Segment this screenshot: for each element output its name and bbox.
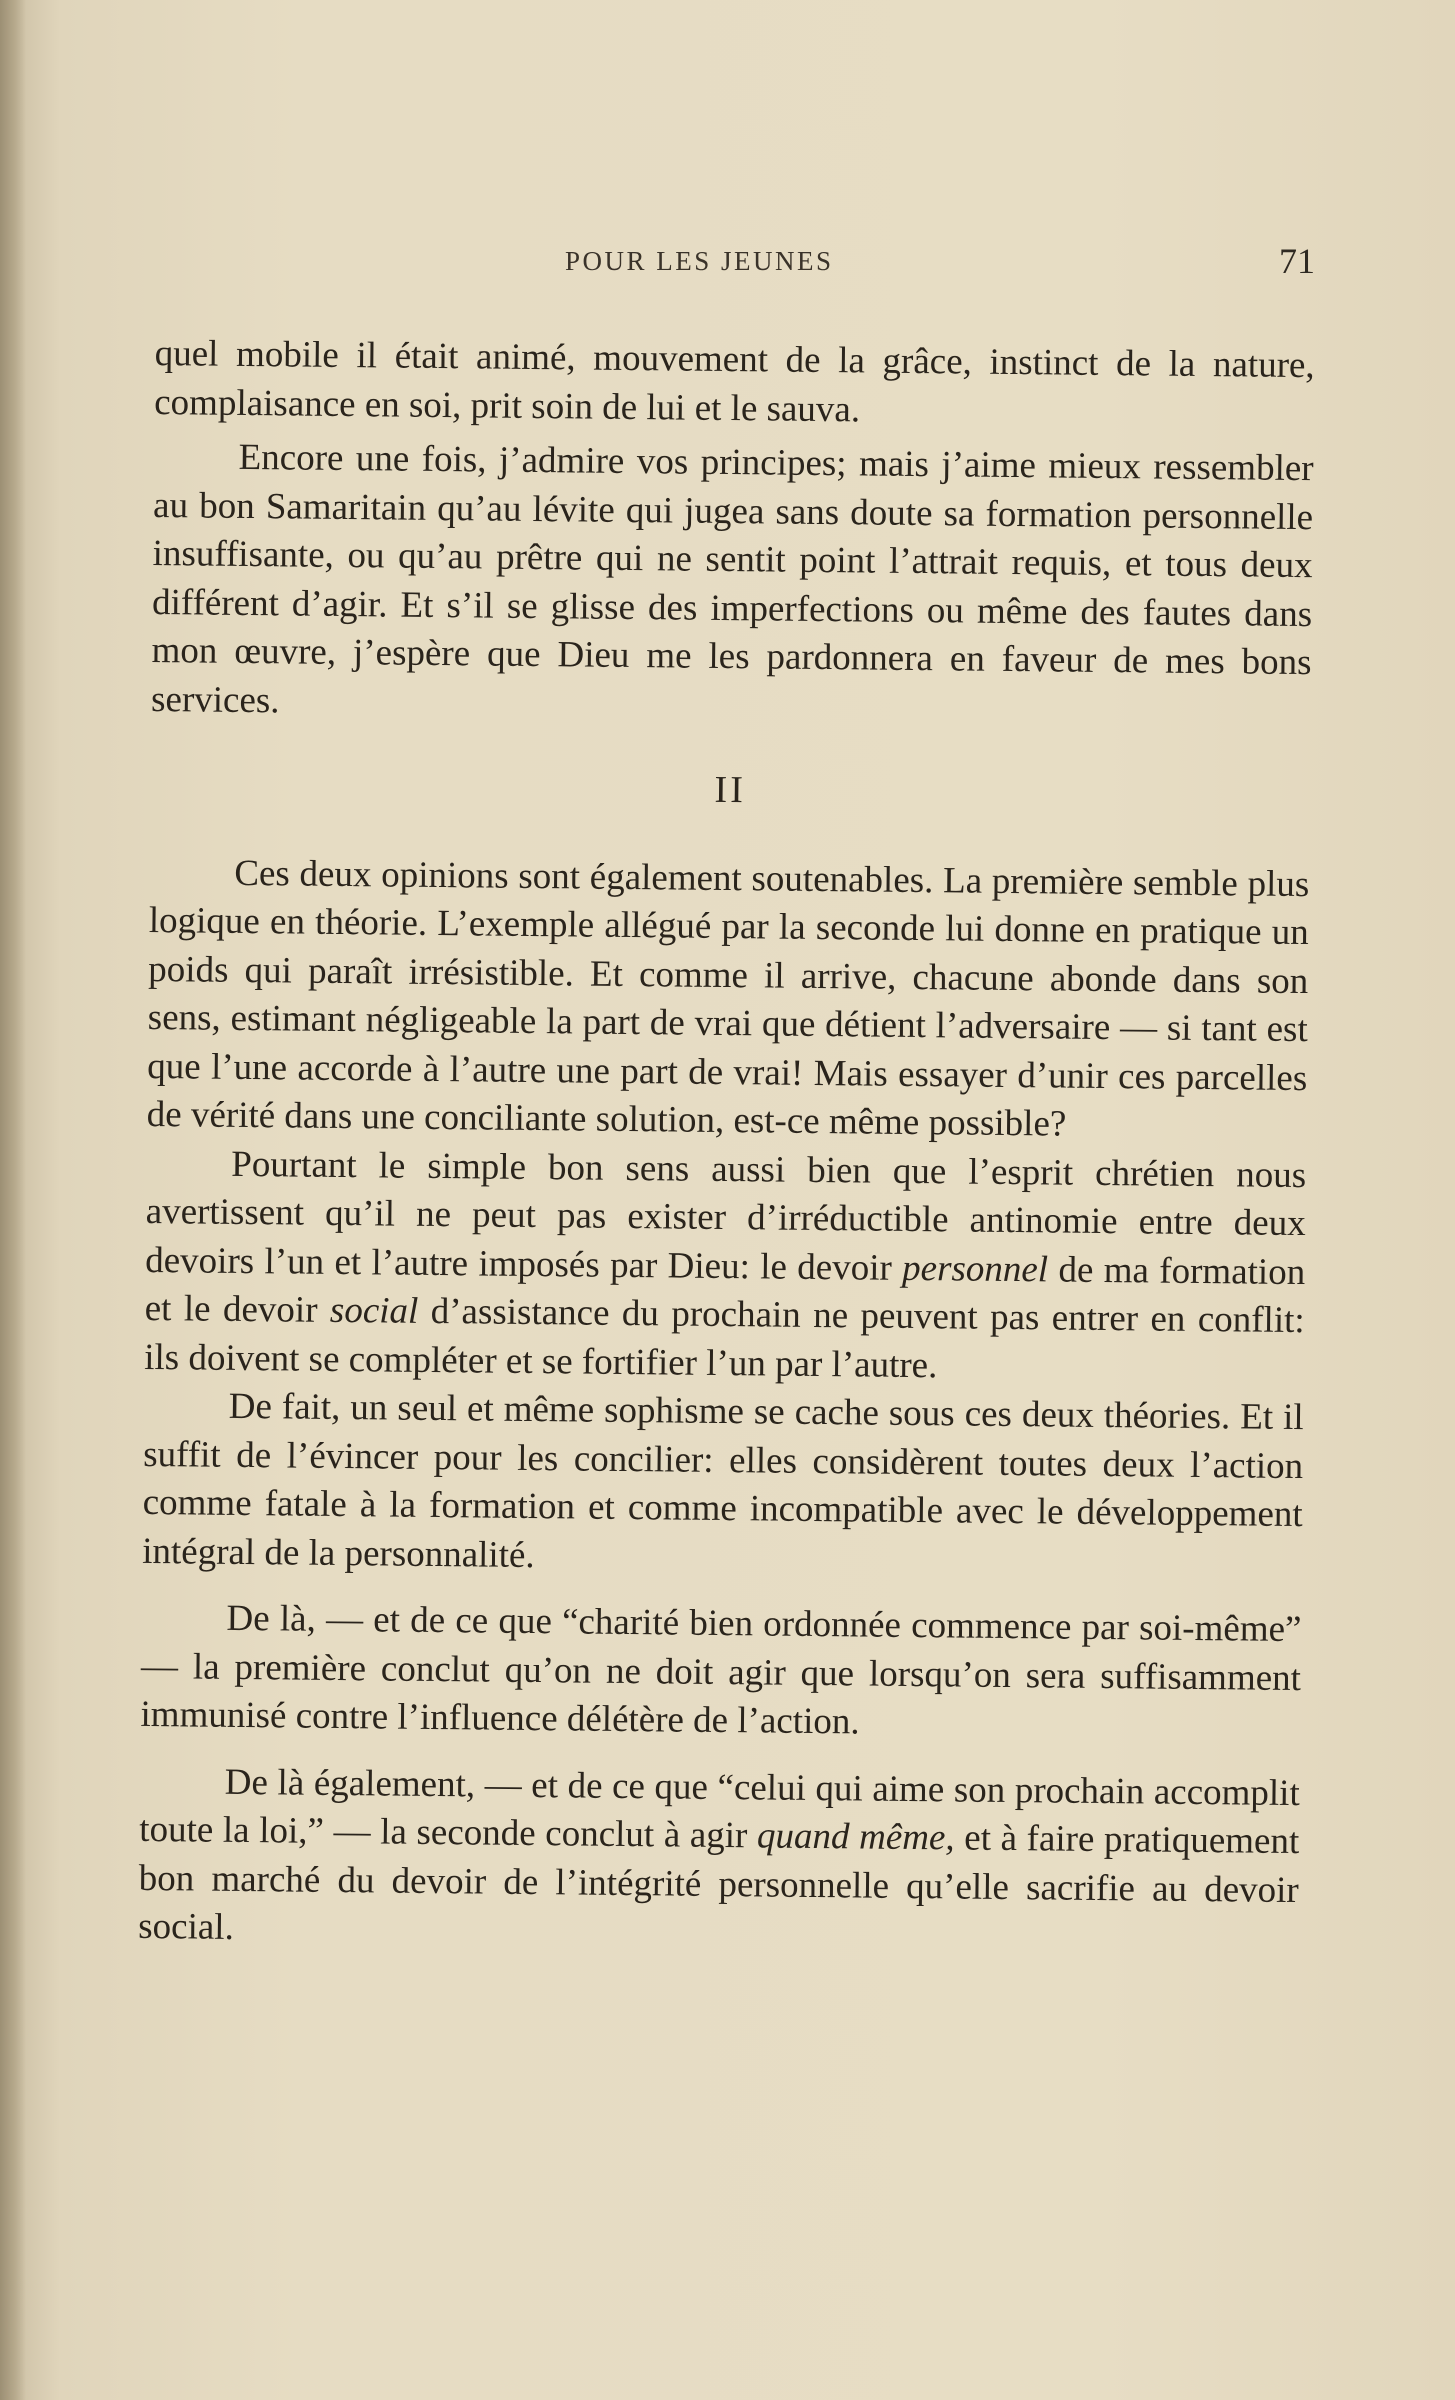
paragraph-text: et à faire pratiquement bon marché du devoir de l’intégrité personnelle qu’elle sacrifie au devoir social. (138, 1817, 1300, 1948)
emphasis-text: social (329, 1289, 419, 1332)
paragraph-text: d’assistance du prochain ne peuvent pas entrer en conflit: ils doivent se compléter et se fortifier l’un par l’autre. (144, 1290, 1305, 1386)
book-spine-shadow (0, 0, 26, 2400)
emphasis-text: personnel (901, 1247, 1049, 1290)
section-heading: II (714, 768, 747, 812)
page-number: 71 (1279, 241, 1315, 281)
paragraph: Encore une fois, j’admire vos principes; mais j’aime mieux ressembler au bon Samaritain qu’au lévite qui jugea sans doute sa formation personnelle insuffisante, ou qu’au prêtre qui ne sentit point l’attrait requis, et tous deux différent d’agir. Et s’il se glisse des imperfections ou même des fautes dans mon œuvre, j’espère que Dieu me les pardonnera en faveur de mes bons services. (150, 436, 1314, 721)
page-header (160, 240, 1315, 290)
running-title: POUR LES JEUNES (565, 246, 834, 276)
paragraph-text: Pourtant le simple bon sens aussi bien que l’esprit chrétien nous avertissent qu’il ne peut pas exister d’irréductible antinomie entre deux devoirs l’un et l’autre imposés par Dieu: le devoir (145, 1143, 1307, 1289)
paragraph: De fait, un seul et même sophisme se cache sous ces deux théories. Et il suffit de l’évincer pour les concilier: elles considèrent toutes deux l’action comme fatale à la formation et comme incompatible avec le développement intégral de la personnalité. (141, 1385, 1304, 1576)
emphasis-text: quand même, (756, 1815, 955, 1859)
paragraph (138, 1757, 1300, 1963)
paragraph (144, 1139, 1306, 1394)
paragraph-text: De là également, — et de ce que “celui qui aime son prochain accomplit toute la loi,” — la seconde conclut à agir (139, 1761, 1300, 1857)
paragraph-text: de ma formation et le devoir (144, 1248, 1306, 1331)
paragraph-continued: quel mobile il était animé, mouvement de la grâce, instinct de la nature, complaisance en soi, prit soin de lui et le sauva. (154, 332, 1315, 430)
body-text (138, 330, 1315, 1964)
paragraph: Ces deux opinions sont également soutenables. La première semble plus logique en théorie. L’exemple allégué par la seconde lui donne en pratique un poids qui paraît irrésistible. Et comme il arrive, chacune abonde dans son sens, estimant négligeable la part de vrai que détient l’adversaire — si tant est que l’une accorde à l’autre une part de vrai! Mais essayer d’unir ces parcelles de vérité dans une conciliante solution, est-ce même possible? (146, 852, 1310, 1145)
paragraph: De là, — et de ce que “charité bien ordonnée commence par soi-même” — la première conclut qu’on ne doit agir que lorsqu’on sera suffisamment immunisé contre l’influence délétère de l’action. (140, 1597, 1302, 1743)
